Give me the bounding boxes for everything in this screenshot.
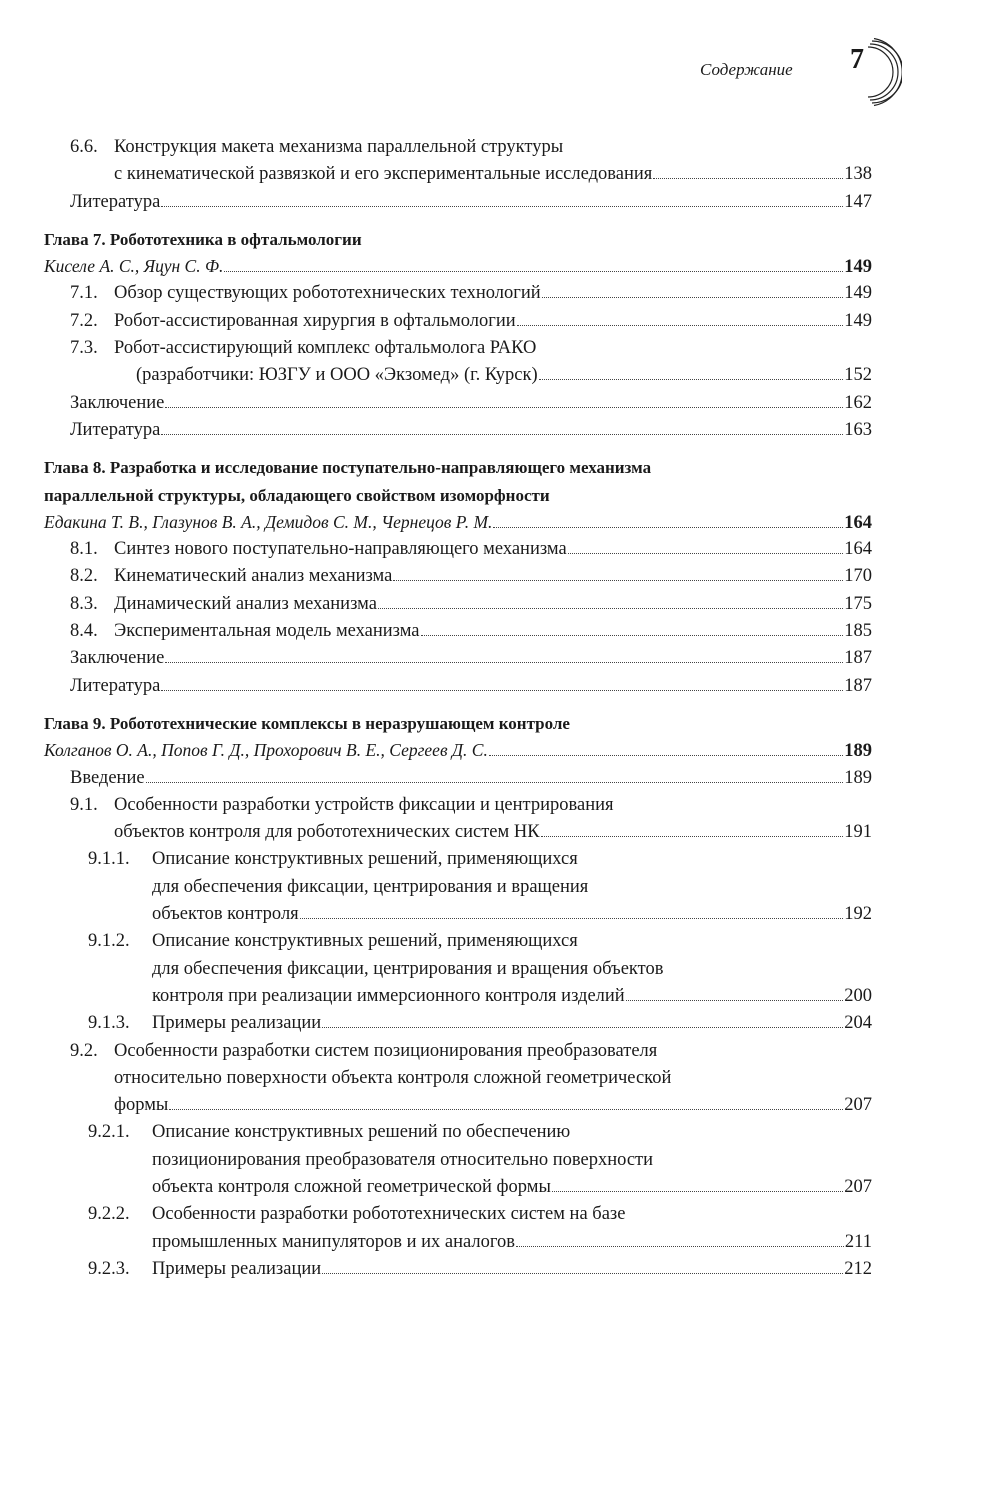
toc-entry-9-1[interactable]: 9.1. Особенности разработки устройств фиксации и центрирования: [70, 794, 614, 815]
toc-entry-9-2-2[interactable]: 9.2.2. Особенности разработки робототехнических систем на базе: [88, 1204, 626, 1225]
dot-leader: [539, 379, 844, 380]
page-ref: 152: [844, 365, 872, 386]
dot-leader: [300, 918, 844, 919]
toc-entry-9-1-3[interactable]: 9.1.3. Примеры реализации 204: [44, 1010, 872, 1037]
page-ref: 185: [844, 621, 872, 642]
page-ref: 191: [844, 822, 872, 843]
dot-leader: [161, 434, 843, 435]
dot-leader: [568, 553, 844, 554]
toc-entry-9-1-1-cont[interactable]: для обеспечения фиксации, центрирования и вращения: [152, 876, 589, 897]
toc-entry-conclusion[interactable]: Заключение 187: [44, 645, 872, 672]
dot-leader: [516, 1246, 844, 1247]
page-ref: 149: [844, 283, 872, 304]
toc-entry-7-2[interactable]: 7.2. Робот-ассистированная хирургия в офтальмологии 149: [44, 308, 872, 335]
toc-entry-literature[interactable]: Литература 187: [44, 673, 872, 700]
page-ref: 211: [844, 1231, 872, 1252]
page-ref: 164: [844, 539, 872, 560]
toc-entry-7-3-cont[interactable]: (разработчики: ЮЗГУ и ООО «Экзомед» (г. Курск) 152: [44, 362, 872, 389]
dot-leader: [161, 206, 843, 207]
toc-entry-9-2-1-cont2[interactable]: объекта контроля сложной геометрической формы 207: [44, 1174, 872, 1201]
dot-leader: [378, 608, 843, 609]
toc-entry-6-6-cont[interactable]: с кинематической развязкой и его экспериментальные исследования 138: [44, 161, 872, 188]
chapter-authors: Едакина Т. В., Глазунов В. А., Демидов С. М., Чернецов Р. М. 164: [44, 509, 872, 536]
chapter-authors: Колганов О. А., Попов Г. Д., Прохорович В. Е., Сергеев Д. С. 189: [44, 737, 872, 764]
chapter-title[interactable]: Глава 9. Робототехнические комплексы в неразрушающем контроле: [44, 713, 570, 733]
dot-leader: [552, 1191, 843, 1192]
chapter-title[interactable]: Глава 7. Робототехника в офтальмологии: [44, 229, 362, 249]
page-ref: 164: [844, 512, 872, 533]
toc-entry-9-2[interactable]: 9.2. Особенности разработки систем позиционирования преобразователя: [70, 1040, 658, 1061]
chapter-authors: Киселе А. С., Яцун С. Ф. 149: [44, 253, 872, 280]
toc-entry-9-1-2-cont2[interactable]: контроля при реализации иммерсионного контроля изделий 200: [44, 983, 872, 1010]
toc-entry-8-2[interactable]: 8.2. Кинематический анализ механизма 170: [44, 563, 872, 590]
page-ref: 204: [844, 1013, 872, 1034]
dot-leader: [626, 1000, 844, 1001]
page-ref: 149: [844, 310, 872, 331]
dot-leader: [393, 580, 843, 581]
page-ref: 212: [844, 1258, 872, 1279]
toc-entry-9-2-1[interactable]: 9.2.1. Описание конструктивных решений по обеспечению: [88, 1122, 571, 1143]
toc-entry-introduction[interactable]: Введение 189: [44, 765, 872, 792]
page-ref: 200: [844, 985, 872, 1006]
page-ref: 207: [844, 1095, 872, 1116]
toc-entry-9-2-cont[interactable]: относительно поверхности объекта контроля сложной геометрической: [114, 1067, 672, 1088]
page-ref: 163: [844, 419, 872, 440]
dot-leader: [517, 325, 844, 326]
dot-leader: [493, 527, 843, 528]
page-ref: 189: [844, 767, 872, 788]
chapter-title-cont[interactable]: параллельной структуры, обладающего свойством изоморфности: [44, 485, 550, 505]
decorative-arcs-icon: [832, 38, 902, 108]
page-ref: 207: [844, 1176, 872, 1197]
toc-entry-7-1[interactable]: 7.1. Обзор существующих робототехнических технологий 149: [44, 280, 872, 307]
dot-leader: [653, 178, 843, 179]
dot-leader: [542, 297, 844, 298]
running-header-title: Содержание: [700, 60, 793, 79]
toc-entry-9-1-1-cont2[interactable]: объектов контроля 192: [44, 901, 872, 928]
page-ref: 175: [844, 593, 872, 614]
toc-entry-8-4[interactable]: 8.4. Экспериментальная модель механизма 185: [44, 618, 872, 645]
dot-leader: [169, 1109, 843, 1110]
dot-leader: [421, 635, 844, 636]
page-ref: 162: [844, 392, 872, 413]
page-ref: 189: [844, 741, 872, 762]
dot-leader: [489, 755, 843, 756]
toc-entry-literature[interactable]: Литература 147: [44, 189, 872, 216]
page-ref: 187: [844, 648, 872, 669]
dot-leader: [165, 662, 843, 663]
dot-leader: [322, 1273, 843, 1274]
dot-leader: [322, 1027, 843, 1028]
page-ref: 147: [844, 191, 872, 212]
page-ref: 192: [844, 904, 872, 925]
page-number: 7: [850, 44, 864, 75]
page-ref: 138: [844, 164, 872, 185]
page-ref: 187: [844, 675, 872, 696]
toc-entry-8-1[interactable]: 8.1. Синтез нового поступательно-направляющего механизма 164: [44, 536, 872, 563]
dot-leader: [161, 690, 843, 691]
toc-entry-9-2-1-cont[interactable]: позиционирования преобразователя относительно поверхности: [152, 1149, 654, 1170]
toc-entry-9-2-3[interactable]: 9.2.3. Примеры реализации 212: [44, 1256, 872, 1283]
dot-leader: [146, 782, 844, 783]
toc-entry-9-1-cont[interactable]: объектов контроля для робототехнических систем НК 191: [44, 819, 872, 846]
toc-entry-conclusion[interactable]: Заключение 162: [44, 390, 872, 417]
table-of-contents: [44, 134, 872, 1283]
chapter-title[interactable]: Глава 8. Разработка и исследование поступательно-направляющего механизма: [44, 458, 652, 478]
dot-leader: [224, 271, 843, 272]
toc-entry-7-3[interactable]: 7.3. Робот-ассистирующий комплекс офтальмолога РАКО: [70, 338, 537, 359]
toc-entry-6-6[interactable]: 6.6. Конструкция макета механизма параллельной структуры: [70, 137, 564, 157]
toc-entry-9-2-2-cont[interactable]: промышленных манипуляторов и их аналогов 211: [44, 1229, 872, 1256]
toc-entry-literature[interactable]: Литература 163: [44, 417, 872, 444]
toc-entry-9-2-cont2[interactable]: формы 207: [44, 1092, 872, 1119]
toc-entry-9-1-2[interactable]: 9.1.2. Описание конструктивных решений, применяющихся: [88, 931, 578, 952]
toc-entry-9-1-2-cont[interactable]: для обеспечения фиксации, центрирования и вращения объектов: [152, 958, 664, 979]
page-ref: 149: [844, 257, 872, 278]
page-ref: 170: [844, 566, 872, 587]
dot-leader: [541, 836, 844, 837]
toc-entry-8-3[interactable]: 8.3. Динамический анализ механизма 175: [44, 591, 872, 618]
toc-entry-9-1-1[interactable]: 9.1.1. Описание конструктивных решений, применяющихся: [88, 849, 578, 870]
dot-leader: [165, 407, 843, 408]
